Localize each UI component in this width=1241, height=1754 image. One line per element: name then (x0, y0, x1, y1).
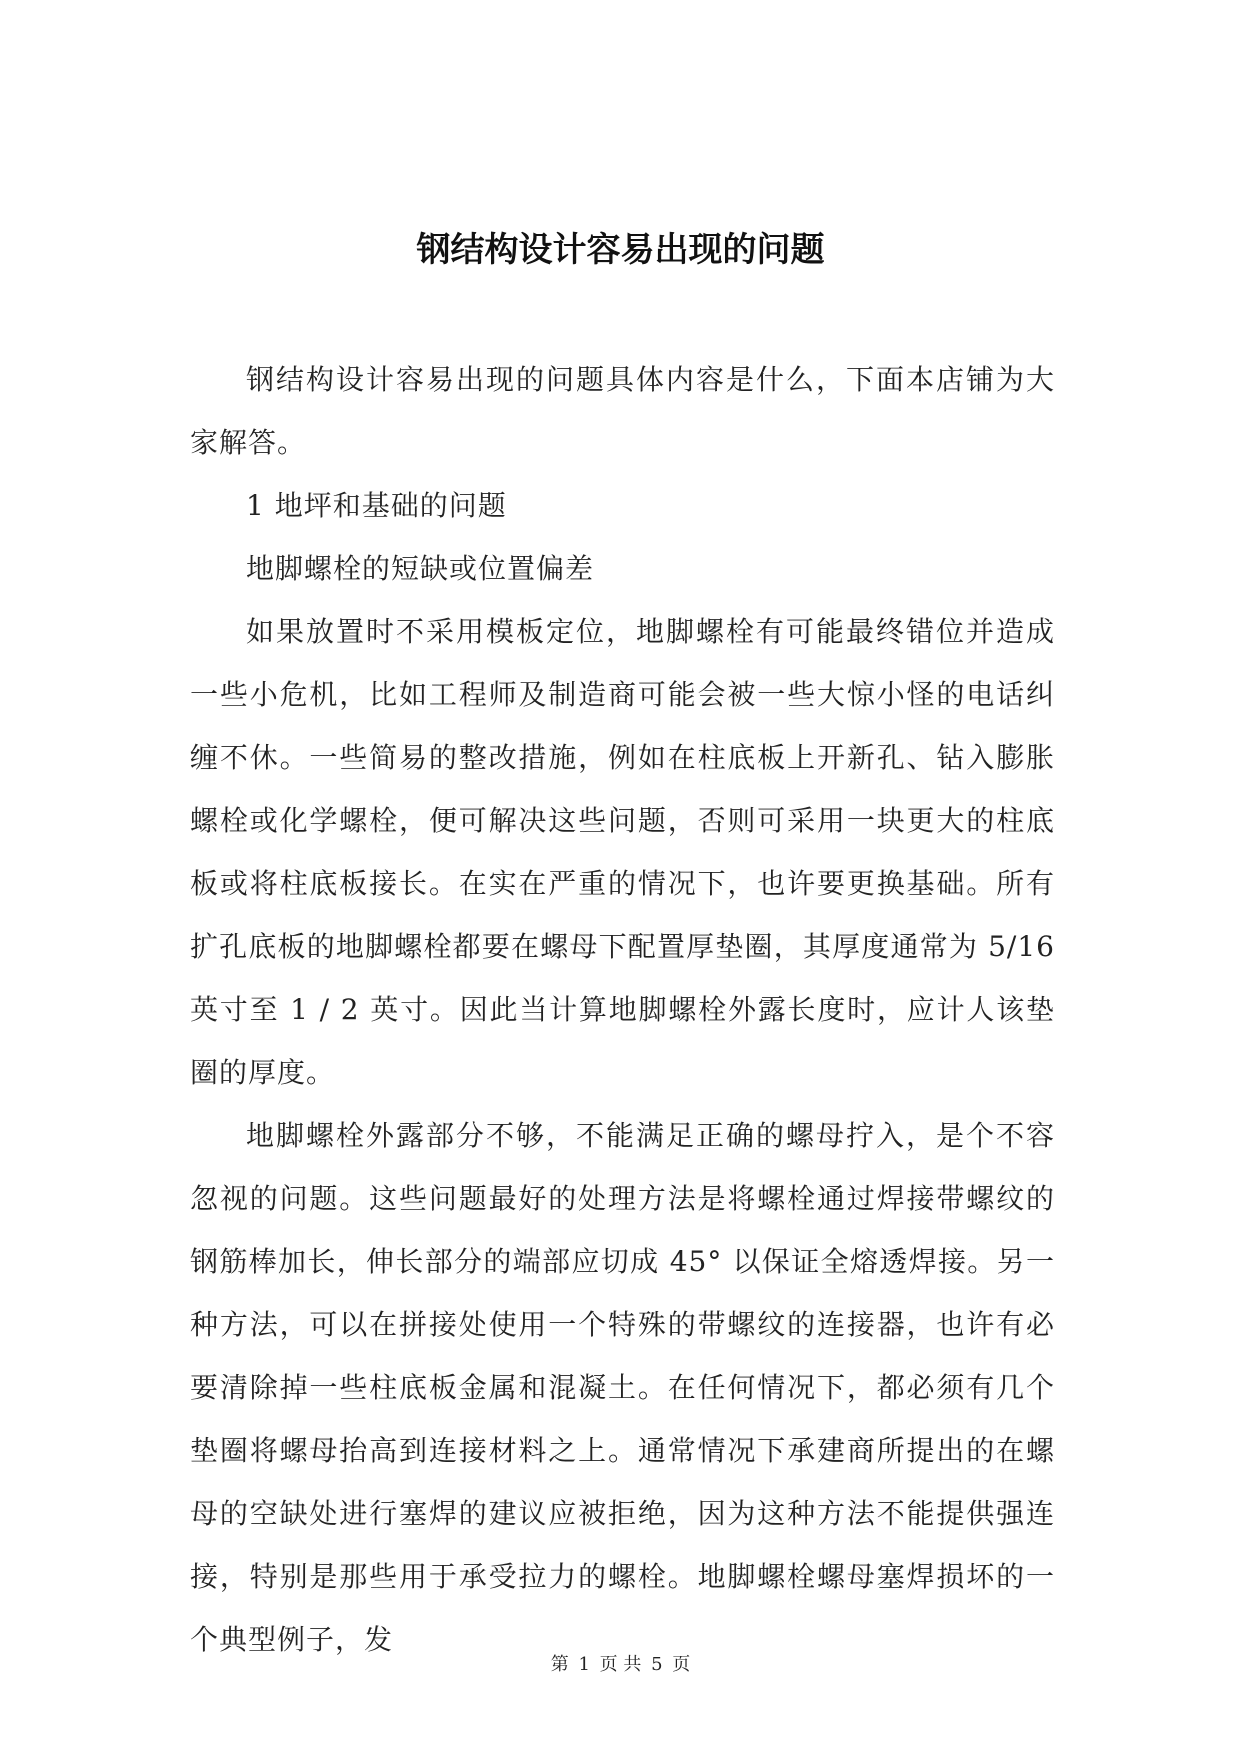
document-body (190, 348, 1055, 1671)
footer-page-number: 1 (578, 1654, 590, 1675)
subsection-heading: 地脚螺栓的短缺或位置偏差 (246, 552, 595, 585)
footer-middle: 页 共 (599, 1654, 642, 1675)
footer-total-pages: 5 (651, 1654, 663, 1675)
paragraph-anchor-bolt-position: 如果放置时不采用模板定位，地脚螺栓有可能最终错位并造成一些小危机，比如工程师及制造商可能会被一些大惊小怪的电话纠缠不休。一些简易的整改措施，例如在柱底板上开新孔、钻入膨胀螺栓或化学螺栓，便可解决这些问题，否则可采用一块更大的柱底板或将柱底板接长。在实在严重的情况下，也许要更换基础。所有扩孔底板的地脚螺栓都要在螺母下配置厚垫圈，其厚度通常为 5/16 英寸至 1 / 2 英寸。因此当计算地脚螺栓外露长度时，应计人该垫圈的厚度。 (190, 615, 1055, 1089)
paragraph-intro: 钢结构设计容易出现的问题具体内容是什么，下面本店铺为大家解答。 (190, 363, 1055, 459)
footer-suffix: 页 (672, 1654, 691, 1675)
footer-prefix: 第 (550, 1654, 569, 1675)
section-heading: 1 地坪和基础的问题 (246, 489, 507, 522)
page-footer (0, 1650, 1241, 1680)
paragraph-anchor-bolt-length: 地脚螺栓外露部分不够，不能满足正确的螺母拧入，是个不容忽视的问题。这些问题最好的处理方法是将螺栓通过焊接带螺纹的钢筋棒加长，伸长部分的端部应切成 45° 以保证全熔透焊接。另一种方法，可以在拼接处使用一个特殊的带螺纹的连接器，也许有必要清除掉一些柱底板金属和混凝土。在任何情况下，都必须有几个垫圈将螺母抬高到连接材料之上。通常情况下承建商所提出的在螺母的空缺处进行塞焊的建议应被拒绝，因为这种方法不能提供强连接，特别是那些用于承受拉力的螺栓。地脚螺栓螺母塞焊损坏的一个典型例子，发 (190, 1119, 1055, 1656)
page-title: 钢结构设计容易出现的问题 (416, 230, 825, 270)
